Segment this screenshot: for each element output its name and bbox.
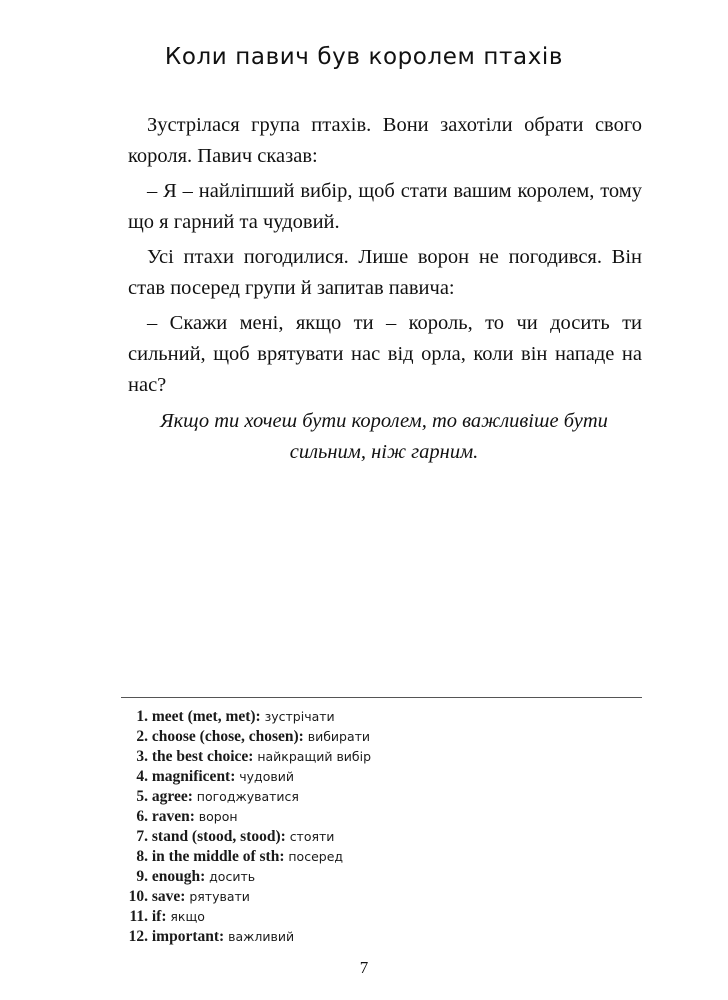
vocabulary-number: 1.: [136, 708, 148, 725]
vocabulary-number: 7.: [136, 828, 148, 845]
vocabulary-number: 2.: [136, 728, 148, 745]
vocabulary-number: 9.: [136, 868, 148, 885]
vocabulary-item: [121, 887, 641, 907]
vocabulary-term: if:: [151, 908, 167, 925]
vocabulary-item: [121, 767, 641, 787]
vocabulary-term: the best choice:: [151, 748, 254, 765]
vocabulary-term: agree:: [151, 788, 193, 805]
vocabulary-translation: досить: [209, 869, 256, 884]
vocabulary-term: raven:: [151, 808, 195, 825]
vocabulary-term: stand (stood, stood):: [151, 828, 286, 845]
vocabulary-item: [121, 727, 641, 747]
vocabulary-translation: стояти: [289, 829, 335, 844]
vocabulary-translation: найкращий вибір: [257, 749, 372, 764]
vocabulary-number: 3.: [136, 748, 148, 765]
vocabulary-item: [121, 787, 641, 807]
vocabulary-term: save:: [151, 888, 186, 905]
vocabulary-item: [121, 827, 641, 847]
vocabulary-list: [121, 707, 641, 947]
vocabulary-translation: ворон: [198, 809, 238, 824]
vocabulary-term: choose (chose, chosen):: [151, 728, 304, 745]
story-paragraph: Зустрілася група птахів. Вони захотіли обрати свого короля. Павич сказав:: [128, 114, 642, 167]
vocabulary-number: 5.: [136, 788, 148, 805]
vocabulary-term: enough:: [151, 868, 206, 885]
story-paragraph: – Скажи мені, якщо ти – король, то чи досить ти сильний, щоб врятувати нас від орла, коли він нападе на нас?: [128, 312, 642, 396]
vocabulary-number: 6.: [136, 808, 148, 825]
vocabulary-item: [121, 807, 641, 827]
vocabulary-term: important:: [151, 928, 225, 945]
vocabulary-translation: рятувати: [189, 889, 250, 904]
vocabulary-term: magnificent:: [151, 768, 236, 785]
vocabulary-item: [121, 907, 641, 927]
page-number: 7: [359, 958, 369, 977]
vocabulary-item: [121, 707, 641, 727]
vocabulary-item: [121, 867, 641, 887]
story-paragraph: – Я – найліпший вибір, щоб стати вашим королем, тому що я гарний та чудовий.: [128, 180, 642, 233]
vocabulary-item: [121, 847, 641, 867]
vocabulary-translation: важливий: [228, 929, 295, 944]
vocabulary-translation: зустрічати: [264, 709, 335, 724]
vocabulary-number: 11.: [129, 908, 148, 925]
vocabulary-number: 12.: [128, 928, 148, 945]
vocabulary-translation: погоджуватися: [196, 789, 299, 804]
vocabulary-term: meet (met, met):: [151, 708, 261, 725]
story-paragraph: Усі птахи погодилися. Лише ворон не погодився. Він став посеред групи й запитав павича:: [128, 246, 642, 299]
vocabulary-translation: посеред: [288, 849, 344, 864]
moral-text: Якщо ти хочеш бути королем, то важливіше бути сильним, ніж гарним.: [160, 410, 608, 463]
vocabulary-translation: якщо: [170, 909, 205, 924]
footnote-divider: [121, 697, 642, 698]
vocabulary-number: 4.: [136, 768, 148, 785]
vocabulary-number: 10.: [128, 888, 148, 905]
vocabulary-item: [121, 747, 641, 767]
vocabulary-item: [121, 927, 641, 947]
vocabulary-translation: вибирати: [307, 729, 371, 744]
vocabulary-number: 8.: [136, 848, 148, 865]
page-title: Коли павич був королем птахів: [164, 44, 564, 70]
vocabulary-translation: чудовий: [239, 769, 294, 784]
vocabulary-term: in the middle of sth:: [151, 848, 285, 865]
story-text: [128, 110, 642, 405]
